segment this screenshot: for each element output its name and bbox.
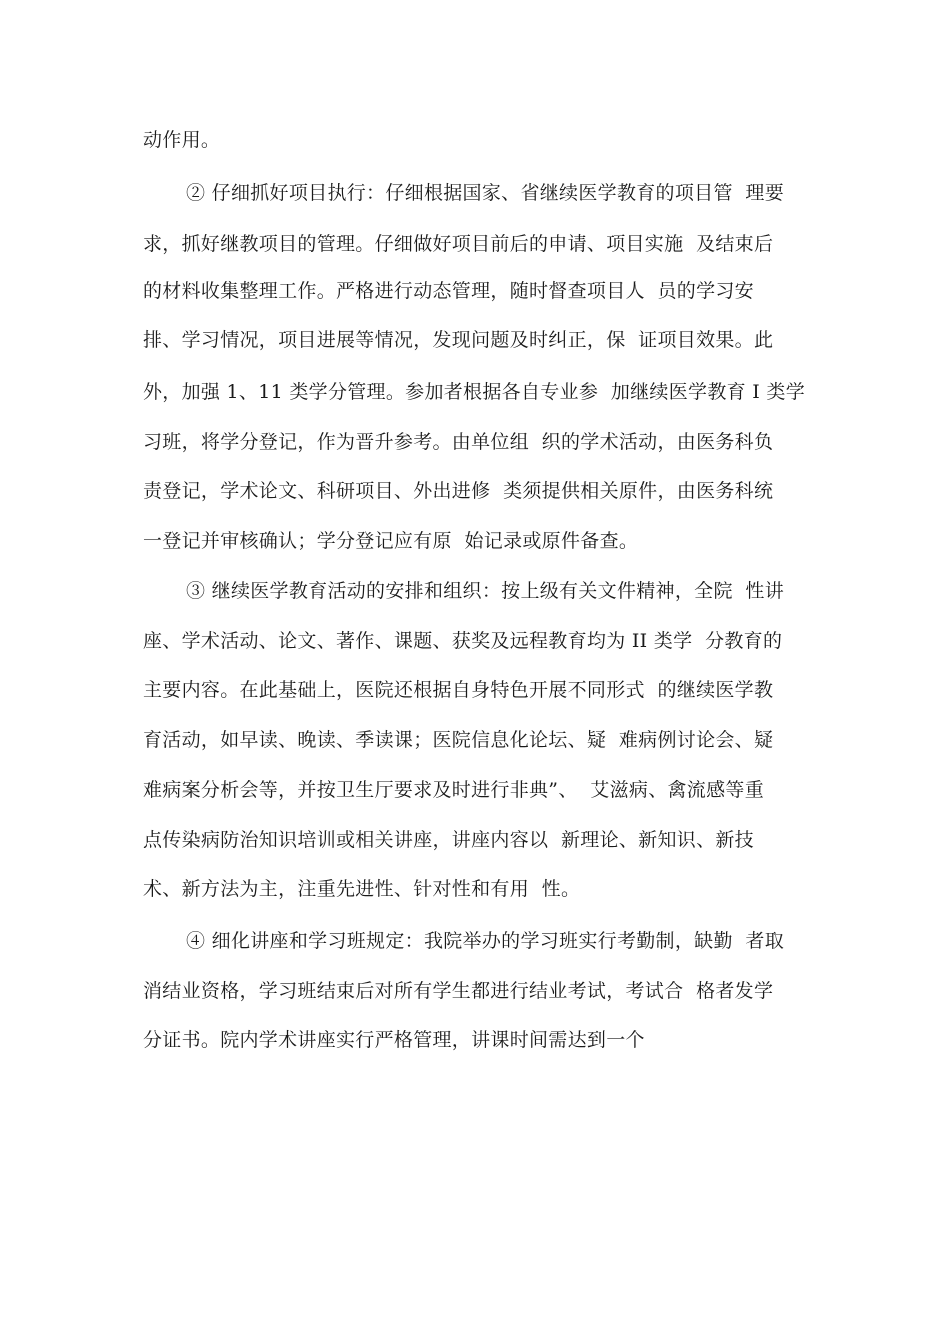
text-line: 座、学术活动、论文、著作、课题、获奖及远程教育均为 II 类学 分教育的 (143, 630, 783, 652)
text-line: 求，抓好继教项目的管理。仔细做好项目前后的申请、项目实施 及结束后 (143, 233, 774, 255)
paragraph-3-line: ③ 继续医学教育活动的安排和组织：按上级有关文件精神，全院 性讲 (186, 580, 785, 602)
text-line: 难病案分析会等，并按卫生厅要求及时进行非典”、 艾滋病、禽流感等重 (143, 779, 764, 801)
paragraph-4-line: ④ 细化讲座和学习班规定：我院举办的学习班实行考勤制，缺勤 者取 (186, 930, 785, 952)
text-line: 分证书。院内学术讲座实行严格管理，讲课时间需达到一个 (143, 1029, 645, 1051)
text-line: 术、新方法为主，注重先进性、针对性和有用 性。 (143, 878, 581, 900)
text-line: 育活动，如早读、晚读、季读课；医院信息化论坛、疑 难病例讨论会、疑 (143, 729, 774, 751)
text-line: 排、学习情况，项目进展等情况，发现问题及时纠正，保 证项目效果。此 (143, 329, 774, 351)
text-line: 一登记并审核确认；学分登记应有原 始记录或原件备查。 (143, 530, 639, 552)
text-line: 习班，将学分登记，作为晋升参考。由单位组 织的学术活动，由医务科负 (143, 431, 774, 453)
text-line: 责登记，学术论文、科研项目、外出进修 类须提供相关原件，由医务科统 (143, 480, 774, 502)
text-line: 主要内容。在此基础上，医院还根据自身特色开展不同形式 的继续医学教 (143, 679, 774, 701)
text-line: 外，加强 1、11 类学分管理。参加者根据各自专业参 加继续医学教育 I 类学 (143, 381, 806, 403)
text-line: 动作用。 (143, 129, 221, 151)
paragraph-2-line: ② 仔细抓好项目执行：仔细根据国家、省继续医学教育的项目管 理要 (186, 182, 785, 204)
text-line: 点传染病防治知识培训或相关讲座，讲座内容以 新理论、新知识、新技 (143, 829, 754, 851)
text-line: 的材料收集整理工作。严格进行动态管理，随时督查项目人 员的学习安 (143, 280, 754, 302)
text-line: 消结业资格，学习班结束后对所有学生都进行结业考试，考试合 格者发学 (143, 980, 774, 1002)
